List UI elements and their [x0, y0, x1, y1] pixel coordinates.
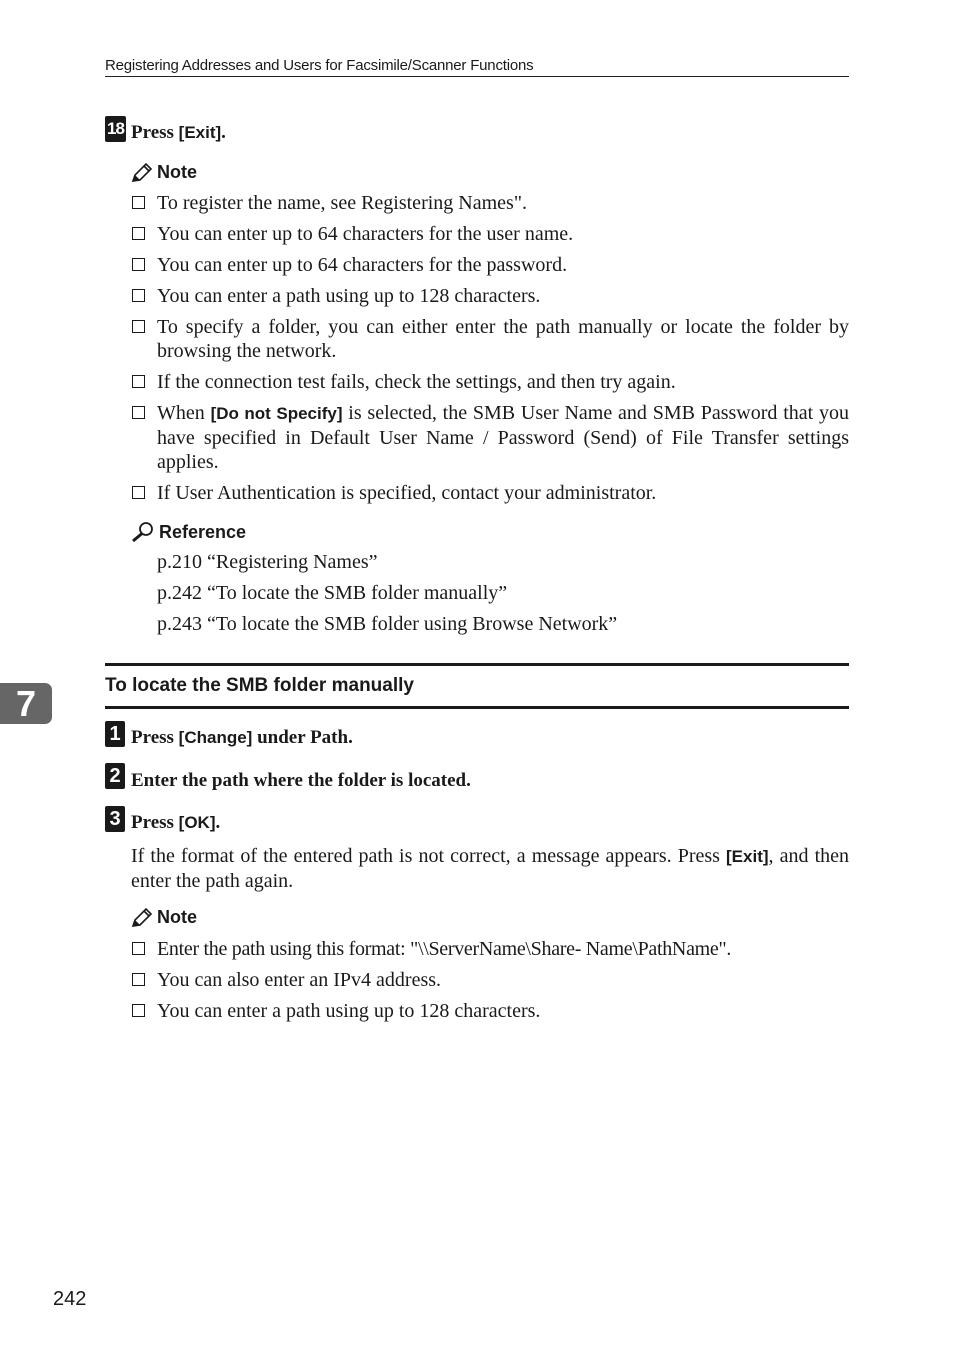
- note-item-text: You can also enter an IPv4 address.: [157, 969, 442, 991]
- note-item: [131, 284, 849, 308]
- note-item: [131, 315, 849, 363]
- note-list: [131, 937, 849, 1030]
- reference-list: [157, 550, 617, 643]
- reference-heading: [131, 521, 246, 543]
- step-number-icon: 1: [105, 721, 125, 747]
- note-item-suffix: is selected, the SMB User Name and SMB Password that you have specified in Default User Name / Password (Send) of File Transfer settings applies.: [157, 402, 849, 473]
- note-item: [131, 481, 849, 505]
- step-18-text: [131, 122, 226, 144]
- step-2-text: Enter the path where the folder is located.: [131, 770, 471, 791]
- step-1-suffix: under Path.: [252, 727, 353, 748]
- description-suffix: , and then enter the path again.: [131, 845, 850, 892]
- checkbox-bullet-icon: [132, 973, 145, 986]
- checkbox-bullet-icon: [132, 320, 145, 333]
- change-key-label: [Change]: [178, 728, 253, 747]
- exit-key-label: [Exit]: [178, 123, 222, 142]
- checkbox-bullet-icon: [132, 486, 145, 499]
- note-heading-label: Note: [157, 907, 197, 927]
- note-item-text: You can enter a path using up to 128 characters.: [157, 1000, 541, 1022]
- checkbox-bullet-icon: [132, 942, 145, 955]
- note-item-text: If User Authentication is specified, contact your administrator.: [157, 482, 657, 504]
- note-item: [131, 222, 849, 246]
- do-not-specify-key-label: [Do not Specify]: [210, 404, 343, 423]
- step-number-icon: 2: [105, 763, 125, 789]
- note-item-text: You can enter up to 64 characters for the user name.: [157, 223, 574, 245]
- step-3-prefix: Press: [131, 812, 179, 833]
- note-item: [131, 370, 849, 394]
- note-item: [131, 968, 849, 992]
- note-item-text: You can enter up to 64 characters for the password.: [157, 254, 568, 276]
- step-3-suffix: .: [215, 812, 221, 833]
- checkbox-bullet-icon: [132, 406, 145, 419]
- step-3-text: [131, 812, 220, 834]
- page-number: 242: [53, 1288, 87, 1310]
- note-item: [131, 999, 849, 1023]
- note-item-text: If the connection test fails, check the settings, and then try again.: [157, 371, 676, 393]
- section-title: To locate the SMB folder manually: [105, 663, 849, 709]
- running-header: Registering Addresses and Users for Facsimile/Scanner Functions: [105, 57, 849, 77]
- note-item-text: To register the name, see Registering Names".: [157, 192, 527, 214]
- ok-key-label: [OK]: [178, 813, 216, 832]
- reference-link[interactable]: p.210 “Registering Names”: [157, 551, 378, 573]
- note-item: [131, 401, 849, 474]
- checkbox-bullet-icon: [132, 1004, 145, 1017]
- chapter-tab: 7: [0, 683, 52, 724]
- note-item-text: You can enter a path using up to 128 characters.: [157, 285, 541, 307]
- step-18-prefix: Press: [131, 122, 179, 143]
- pencil-icon: [131, 163, 153, 183]
- checkbox-bullet-icon: [132, 258, 145, 271]
- reference-link[interactable]: p.242 “To locate the SMB folder manually”: [157, 582, 508, 604]
- note-item: [131, 191, 849, 215]
- pencil-icon: [131, 908, 153, 928]
- description-prefix: If the format of the entered path is not correct, a message appears. Press: [131, 845, 727, 867]
- note-heading: [131, 907, 197, 928]
- note-item-text: Enter the path using this format: "\\ServerName\Share- Name\PathName".: [157, 938, 732, 960]
- reference-heading-label: Reference: [159, 521, 247, 542]
- step-18-suffix: .: [221, 122, 226, 143]
- step-3-description: [131, 844, 849, 893]
- checkbox-bullet-icon: [132, 375, 145, 388]
- note-list: [131, 191, 849, 512]
- step-number-icon: 18: [105, 116, 126, 142]
- note-heading-label: Note: [157, 162, 197, 182]
- note-heading: [131, 162, 197, 183]
- note-item-text: To specify a folder, you can either enter the path manually or locate the folder by browsing the network.: [157, 316, 849, 362]
- note-item: [131, 253, 849, 277]
- checkbox-bullet-icon: [132, 227, 145, 240]
- step-number-icon: 3: [105, 806, 125, 832]
- note-item-prefix: When: [157, 402, 211, 424]
- checkbox-bullet-icon: [132, 289, 145, 302]
- exit-key-label: [Exit]: [726, 847, 769, 866]
- step-1-text: [131, 727, 353, 749]
- magnifier-icon: [131, 521, 155, 543]
- step-1-prefix: Press: [131, 727, 179, 748]
- reference-link[interactable]: p.243 “To locate the SMB folder using Browse Network”: [157, 613, 618, 635]
- note-item: [131, 937, 849, 961]
- checkbox-bullet-icon: [132, 196, 145, 209]
